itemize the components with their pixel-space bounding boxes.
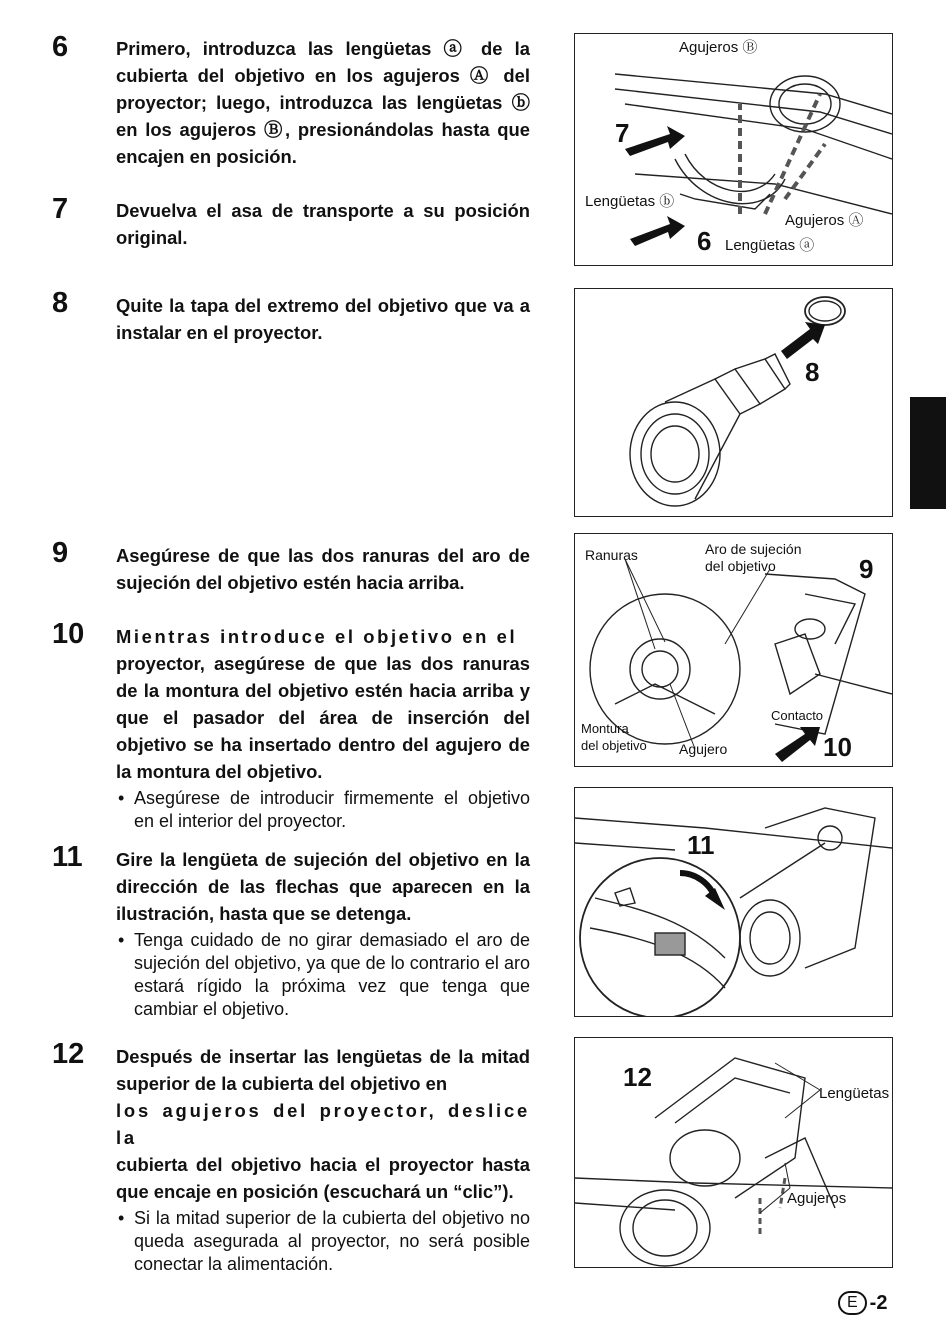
label-montura-2: del objetivo <box>581 738 647 753</box>
label-montura-1: Montura <box>581 721 629 736</box>
step-instruction: Gire la lengüeta de sujeción del objetivo en la dirección de las flechas que aparecen en la ilustración, hasta que se detenga. <box>116 849 530 924</box>
step-instruction: Primero, introduzca las lengüetas ⓐ de la cubierta del objetivo en los agujeros Ⓐ del proyector; luego, introduzca las lengüetas ⓑ en los agujeros Ⓑ, presionándolas hasta que encajen en posición. <box>116 38 530 167</box>
label-aro-2: del objetivo <box>705 558 776 574</box>
step-instruction: proyector, asegúrese de que las dos ranuras de la montura del objetivo estén hacia arriba y que el pasador del área de inserción del objetivo se ha insertado dentro del agujero de la montura del objetivo. <box>116 653 530 782</box>
step-number: 6 <box>52 31 69 63</box>
label-agujeros-b: Agujeros Ⓑ <box>679 39 758 56</box>
section-tab-marker <box>910 397 946 509</box>
figure-lens-mount <box>574 533 893 767</box>
step-text-block <box>116 35 530 170</box>
label-ranuras: Ranuras <box>585 547 638 563</box>
step-text-block <box>116 292 530 346</box>
step-text-block <box>116 623 530 833</box>
callout-step-7: 7 <box>615 118 630 148</box>
label-agujero: Agujero <box>679 741 728 757</box>
figure-rotate-ring <box>574 787 893 1017</box>
illustration-cover-slide <box>575 1038 892 1267</box>
step-text-block <box>116 197 530 251</box>
illustration-lens-cover <box>575 34 892 265</box>
label-lenguetas-b: Lengüetas ⓑ <box>585 193 675 210</box>
callout-step-8: 8 <box>805 357 820 387</box>
step-text-block <box>116 542 530 596</box>
label-agujeros: Agujeros <box>787 1190 847 1207</box>
step-number: 9 <box>52 537 69 569</box>
step-instruction: Devuelva el asa de transporte a su posición original. <box>116 200 530 248</box>
step-text-block <box>116 846 530 1021</box>
step-number: 11 <box>52 841 83 873</box>
step-text-block <box>116 1043 530 1276</box>
illustration-ring-rotate <box>575 788 892 1016</box>
callout-step-12: 12 <box>623 1062 652 1092</box>
callout-step-11: 11 <box>687 830 715 860</box>
step-number: 12 <box>52 1038 85 1070</box>
callout-step-9: 9 <box>859 554 874 584</box>
callout-step-10: 10 <box>823 732 852 762</box>
step-note: • Si la mitad superior de la cubierta del objetivo no queda asegurada al proyector, no será posible conectar la alimentación. <box>116 1207 530 1276</box>
figure-lens-cap <box>574 288 893 517</box>
label-lenguetas: Lengüetas <box>819 1085 890 1102</box>
language-code-badge: E <box>838 1291 867 1315</box>
page-number-value: -2 <box>869 1291 888 1314</box>
label-aro-1: Aro de sujeción <box>705 541 802 557</box>
step-instruction-lead: Mientras introduce el objetivo en el <box>116 626 518 647</box>
step-number: 8 <box>52 287 69 319</box>
step-number: 7 <box>52 193 69 225</box>
step-note: • Asegúrese de introducir firmemente el objetivo en el interior del proyector. <box>116 787 530 833</box>
step-instruction-lead: Después de insertar las lengüetas de la mitad superior de la cubierta del objetivo en <box>116 1046 530 1094</box>
step-instruction: cubierta del objetivo hacia el proyector hasta que encaje en posición (escuchará un “clic”). <box>116 1154 530 1202</box>
figure-lens-cover-insert <box>574 33 893 266</box>
step-instruction: Asegúrese de que las dos ranuras del aro de sujeción del objetivo estén hacia arriba. <box>116 545 530 593</box>
illustration-lens <box>575 289 892 516</box>
step-instruction: Quite la tapa del extremo del objetivo que va a instalar en el proyector. <box>116 295 530 343</box>
page-number <box>838 1291 887 1315</box>
label-contacto: Contacto <box>771 708 824 723</box>
step-instruction-spaced: los agujeros del proyector, deslice la <box>116 1100 530 1148</box>
step-note: • Tenga cuidado de no girar demasiado el aro de sujeción del objetivo, ya que de lo contrario el aro estará rígido la próxima vez que tenga que cambiar el objetivo. <box>116 929 530 1021</box>
label-agujeros-a: Agujeros Ⓐ <box>785 212 864 229</box>
callout-step-6: 6 <box>697 226 712 256</box>
illustration-mount <box>575 534 892 766</box>
label-lenguetas-a: Lengüetas ⓐ <box>725 237 815 254</box>
figure-slide-cover <box>574 1037 893 1268</box>
step-number: 10 <box>52 618 85 650</box>
